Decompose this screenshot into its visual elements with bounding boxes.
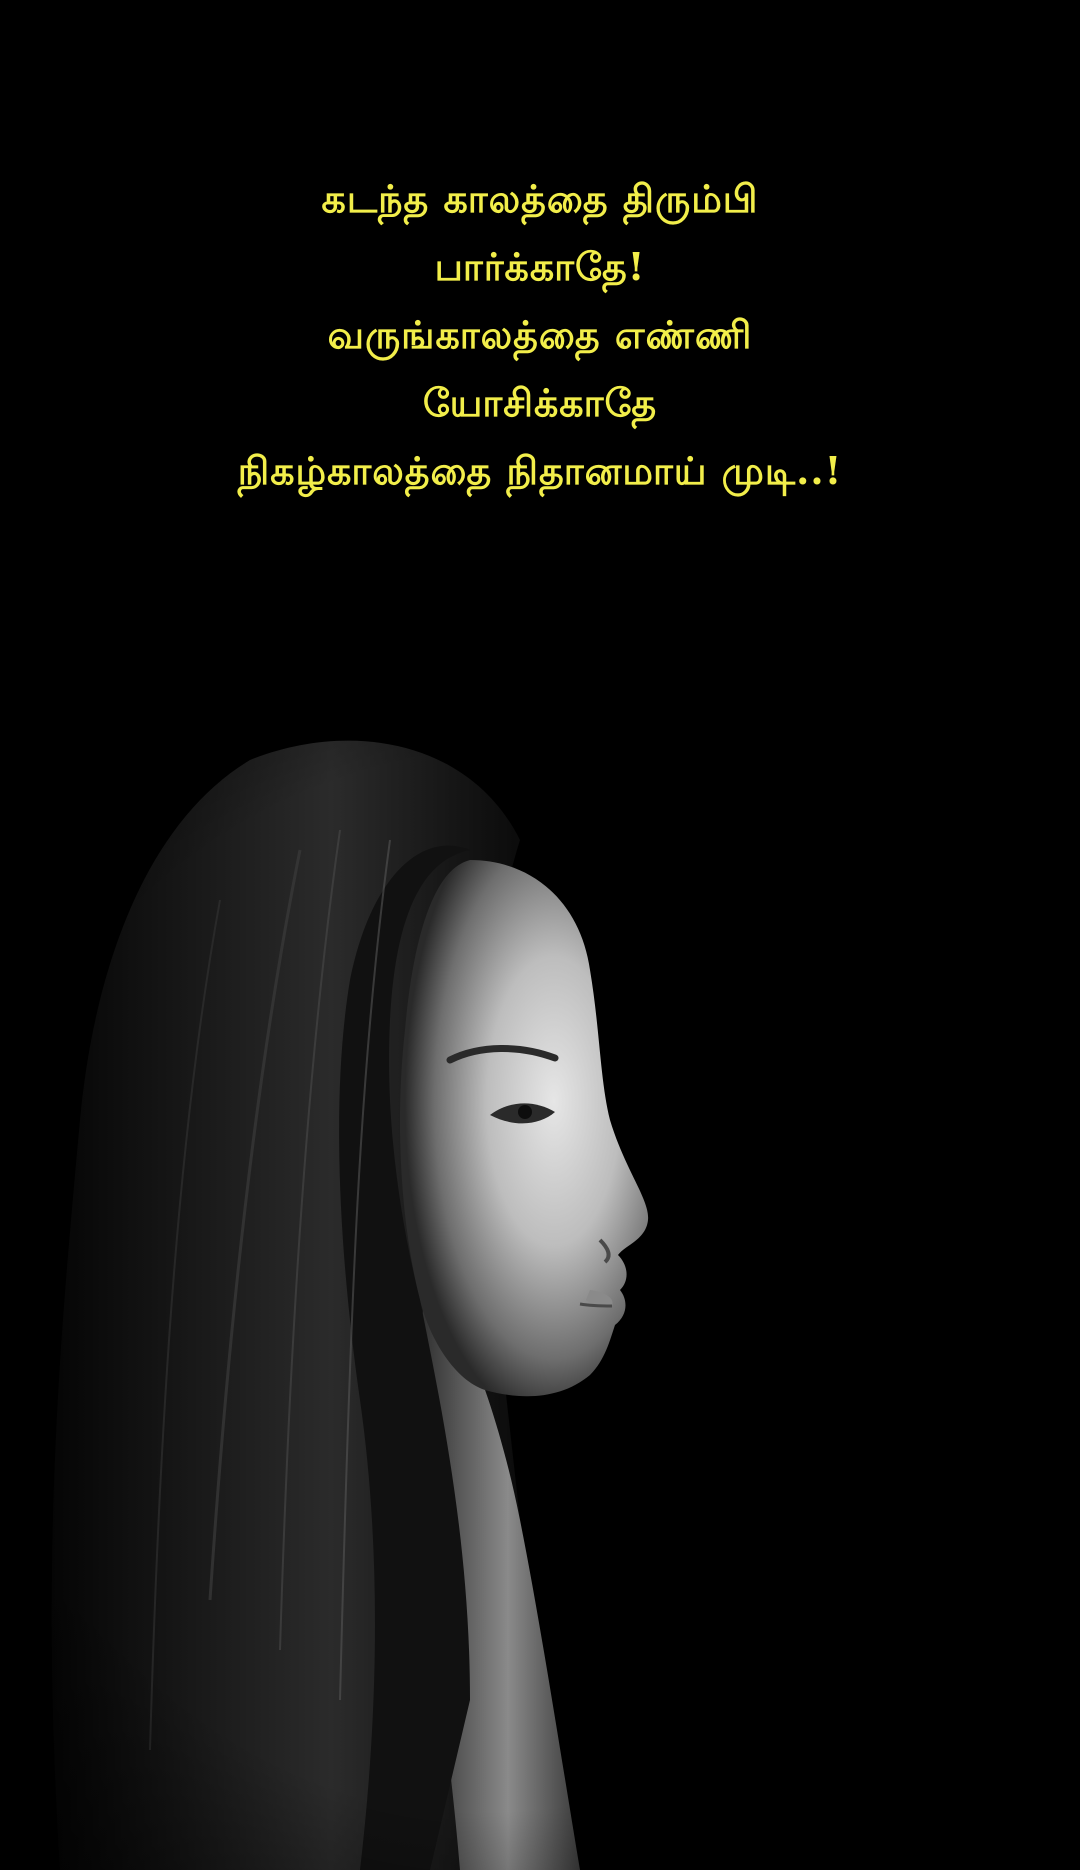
quote-block	[0, 165, 1080, 505]
quote-line-4: யோசிக்காதே	[422, 380, 658, 425]
woman-profile-photo	[0, 700, 1080, 1870]
quote-line-1: கடந்த காலத்தை திரும்பி	[321, 176, 759, 221]
woman-profile-photo-icon	[0, 700, 1080, 1870]
quote-line-5: நிகழ்காலத்தை நிதானமாய் முடி..!	[237, 448, 843, 493]
quote-line-3: வருங்காலத்தை எண்ணி	[327, 312, 753, 357]
quote-line-2: பார்க்காதே!	[434, 244, 646, 289]
